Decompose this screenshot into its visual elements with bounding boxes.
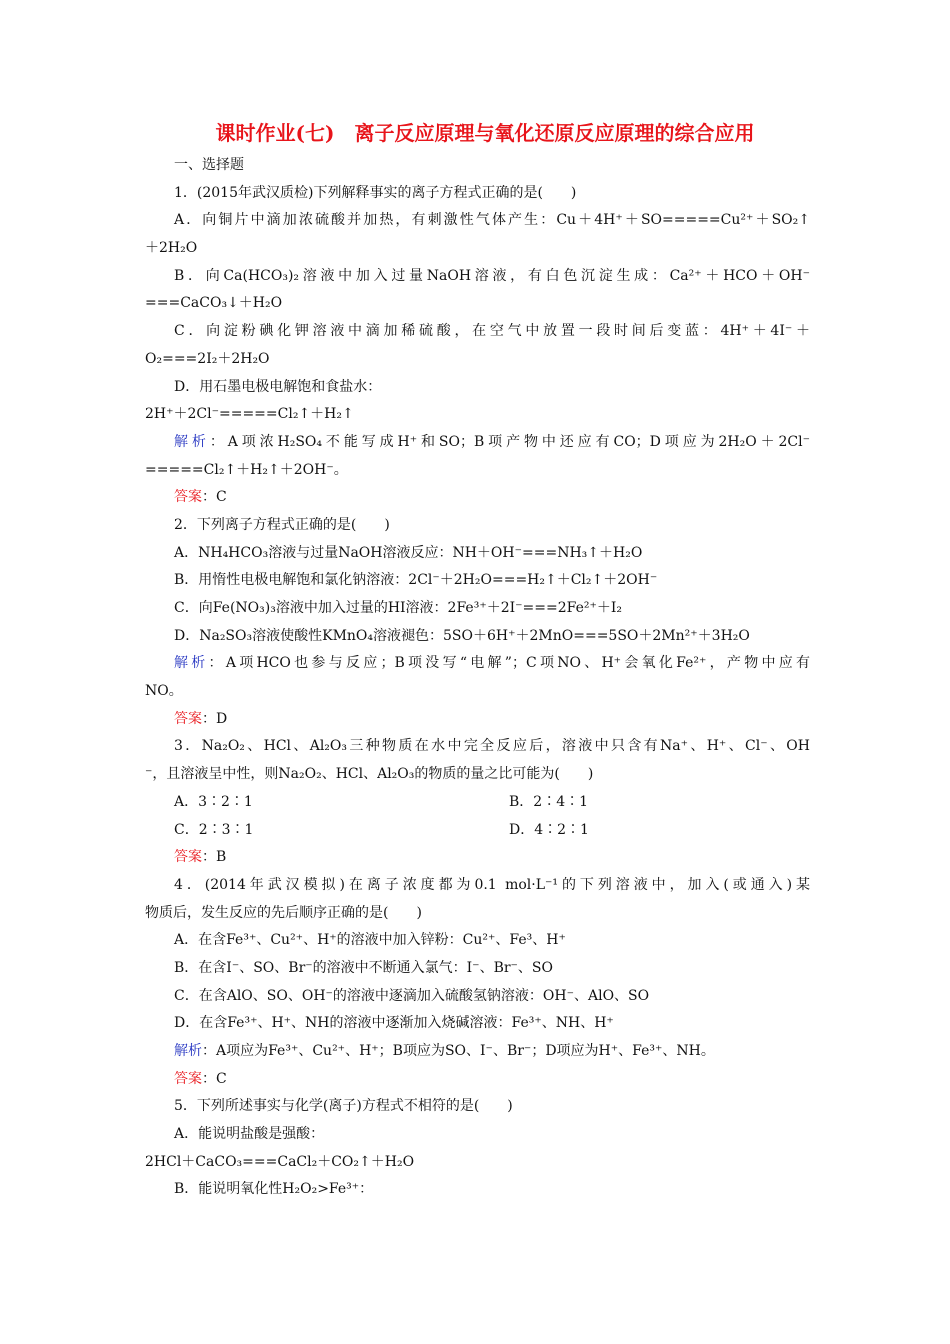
answer-text: ：D: [202, 710, 228, 727]
document-page: [145, 118, 810, 1204]
question-1-analysis-cont: =====Cl₂↑＋H₂↑＋2OH⁻。: [145, 461, 348, 478]
question-3-stem-cont: ⁻，且溶液呈中性，则Na₂O₂、HCl、Al₂O₃的物质的量之比可能为( ): [145, 766, 594, 783]
question-2-option-a: A．NH₄HCO₃溶液与过量NaOH溶液反应：NH＋OH⁻===NH₃↑＋H₂O: [174, 544, 643, 561]
answer-text: ：B: [202, 849, 227, 866]
analysis-label: 解析: [174, 1043, 202, 1059]
question-5-option-b: B．能说明氧化性H₂O₂>Fe³⁺：: [174, 1181, 374, 1198]
question-3-option-a: A．3∶2∶1: [174, 793, 253, 810]
answer-text: ：C: [202, 1070, 227, 1087]
answer-label: 答案: [174, 1070, 202, 1087]
question-2-option-c: C．向Fe(NO₃)₃溶液中加入过量的HI溶液：2Fe³⁺＋2I⁻===2Fe²⁺＋I₂: [174, 600, 623, 616]
question-3-option-d: D．4∶2∶1: [509, 821, 589, 838]
question-5-option-a-equation: 2HCl＋CaCO₃===CaCl₂＋CO₂↑＋H₂O: [145, 1153, 415, 1170]
analysis-text: ：A项HCO也参与反应；B项没写“电解”；C项NO、H⁺会氧化Fe²⁺，产物中应有: [208, 655, 811, 672]
question-1-option-d: D．用石墨电极电解饱和食盐水：: [174, 378, 382, 395]
question-1-option-b-cont: ===CaCO₃↓＋H₂O: [145, 295, 283, 312]
question-5-option-a: A．能说明盐酸是强酸：: [174, 1126, 325, 1143]
question-2-option-d: D．Na₂SO₃溶液使酸性KMnO₄溶液褪色：5SO＋6H⁺＋2MnO===5SO＋2Mn²⁺＋3H₂O: [174, 627, 750, 644]
question-2-answer: [145, 706, 810, 734]
question-4-answer: [145, 1066, 810, 1094]
question-1-option-a: A．向铜片中滴加浓硫酸并加热，有刺激性气体产生：Cu＋4H⁺＋SO=====Cu²⁺＋SO₂↑: [174, 212, 810, 229]
question-3-option-b: B．2∶4∶1: [509, 793, 589, 810]
question-3-options-row-2: [145, 817, 810, 845]
question-1-answer: [145, 484, 810, 512]
question-4-option-a: A．在含Fe³⁺、Cu²⁺、H⁺的溶液中加入锌粉：Cu²⁺、Fe³、H⁺: [174, 932, 566, 949]
section-heading: 一、选择题: [174, 157, 244, 173]
page-title: 课时作业(七) 离子反应原理与氧化还原反应原理的综合应用: [215, 121, 755, 145]
question-1-option-b: B．向Ca(HCO₃)₂溶液中加入过量NaOH溶液，有白色沉淀生成：Ca²⁺＋HCO＋OH⁻: [174, 267, 810, 284]
question-2-option-b: B．用惰性电极电解饱和氯化钠溶液：2Cl⁻＋2H₂O===H₂↑＋Cl₂↑＋2OH⁻: [174, 572, 658, 589]
question-4-option-c: C．在含AlO、SO、OH⁻的溶液中逐滴加入硫酸氢钠溶液：OH⁻、AlO、SO: [174, 987, 650, 1004]
question-5-stem: 5．下列所述事实与化学(离子)方程式不相符的是( ): [174, 1098, 513, 1115]
analysis-label: 解析: [174, 655, 209, 672]
answer-text: ：C: [202, 489, 227, 506]
question-1-option-d-cont: 2H⁺＋2Cl⁻=====Cl₂↑＋H₂↑: [145, 406, 354, 423]
question-1-option-a-cont: ＋2H₂O: [145, 240, 198, 257]
answer-label: 答案: [174, 849, 202, 866]
question-2-stem: 2．下列离子方程式正确的是( ): [174, 516, 390, 533]
analysis-text: ：A项应为Fe³⁺、Cu²⁺、H⁺；B项应为SO、I⁻、Br⁻；D项应为H⁺、Fe³⁺、NH。: [202, 1043, 715, 1059]
question-3-stem: 3．Na₂O₂、HCl、Al₂O₃三种物质在水中完全反应后，溶液中只含有Na⁺、H⁺、Cl⁻、OH: [174, 738, 810, 755]
question-1-stem: 1．(2015年武汉质检)下列解释事实的离子方程式正确的是( ): [174, 184, 577, 201]
analysis-label: 解析: [174, 433, 210, 450]
question-3-option-c: C．2∶3∶1: [174, 821, 254, 838]
question-4-option-d: D．在含Fe³⁺、H⁺、NH的溶液中逐渐加入烧碱溶液：Fe³⁺、NH、H⁺: [174, 1015, 614, 1032]
question-2-analysis-cont: NO。: [145, 683, 183, 700]
question-4-analysis: [145, 1038, 810, 1066]
analysis-text: ：A项浓H₂SO₄不能写成H⁺和SO；B项产物中还应有CO；D项应为2H₂O＋2Cl⁻: [209, 433, 810, 450]
question-2-analysis: [145, 650, 810, 678]
question-4-option-b: B．在含I⁻、SO、Br⁻的溶液中不断通入氯气：I⁻、Br⁻、SO: [174, 959, 554, 976]
answer-label: 答案: [174, 489, 202, 506]
question-4-stem-cont: 物质后，发生反应的先后顺序正确的是( ): [145, 904, 422, 921]
question-1-analysis: [145, 429, 810, 457]
question-1-option-c-cont: O₂===2I₂＋2H₂O: [145, 350, 270, 367]
question-4-stem: 4．(2014年武汉模拟)在离子浓度都为0.1 mol·L⁻¹的下列溶液中，加入(或通入)某: [174, 876, 810, 893]
question-1-option-c: C．向淀粉碘化钾溶液中滴加稀硫酸，在空气中放置一段时间后变蓝：4H⁺＋4I⁻＋: [174, 323, 810, 340]
question-3-options-row-1: [145, 789, 810, 817]
question-3-answer: [145, 844, 810, 872]
answer-label: 答案: [174, 710, 202, 727]
